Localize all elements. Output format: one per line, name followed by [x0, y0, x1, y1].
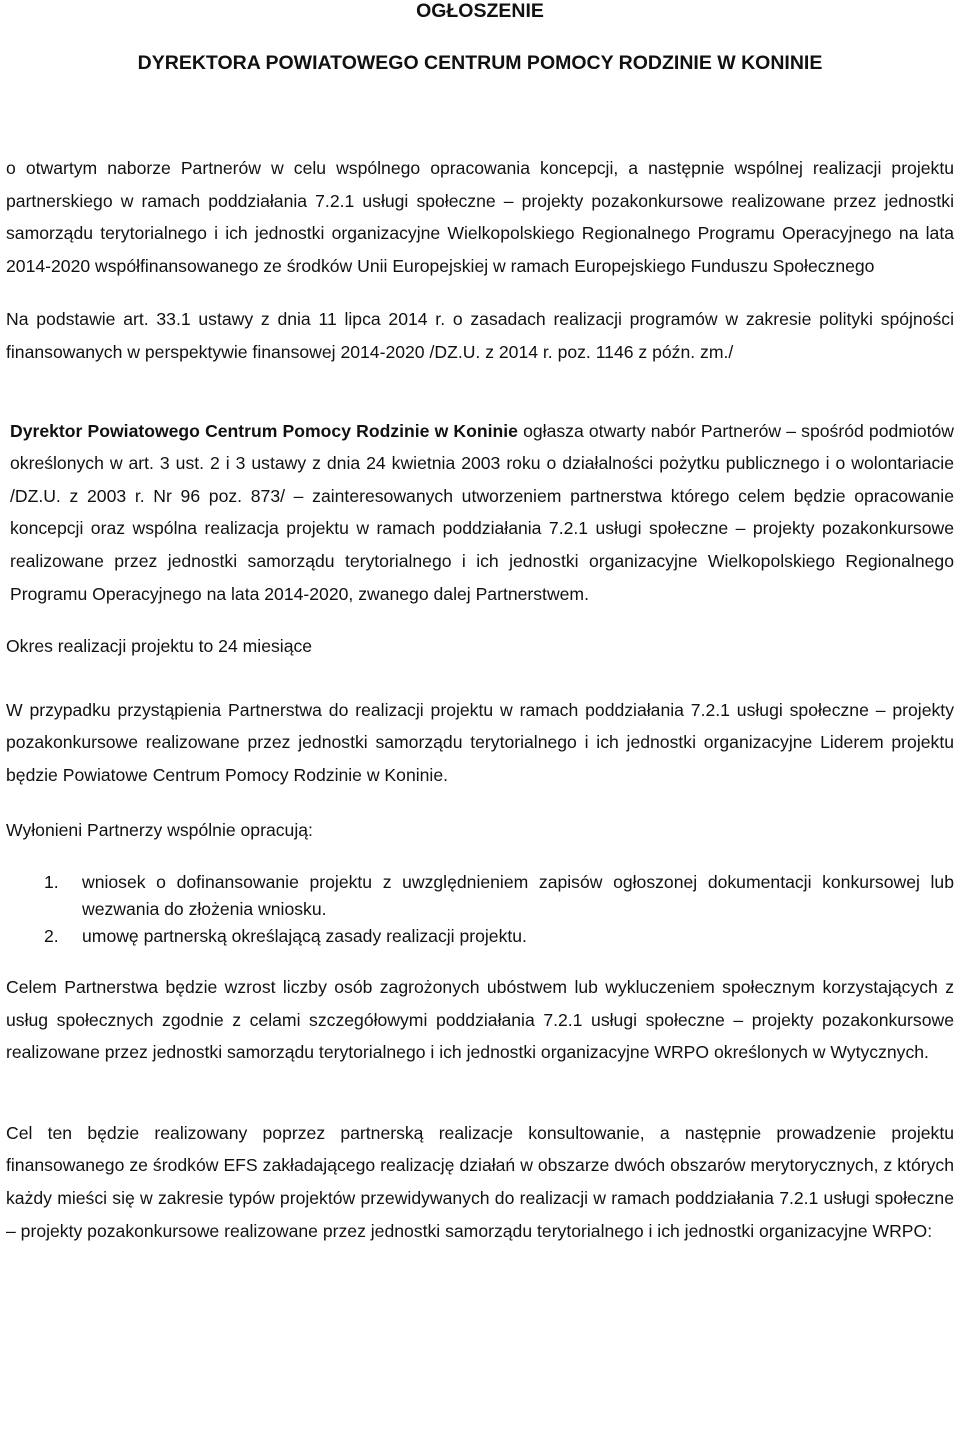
director-paragraph-text: ogłasza otwarty nabór Partnerów – spośród podmiotów określonych w art. 3 ust. 2 i 3 ustawy z dnia 24 kwietnia 2003 roku o działalności pożytku publicznego i o wolontariacie /DZ.U. z 2003 r. Nr 96 poz. 873/ – zainteresowanych utworzeniem partnerstwa którego celem będzie opracowanie koncepcji oraz wspólna realizacja projektu w ramach poddziałania 7.2.1 usługi społeczne – projekty pozakonkursowe realizowane przez jednostki samorządu terytorialnego i ich jednostki organizacyjne Wielkopolskiego Regionalnego Programu Operacyjnego na lata 2014-2020, zwanego dalej Partnerstwem. — [10, 420, 954, 604]
director-name: Dyrektor Powiatowego Centrum Pomocy Rodzinie w Koninie — [10, 420, 518, 441]
project-duration-paragraph: Okres realizacji projektu to 24 miesiące — [6, 636, 313, 657]
leader-paragraph: W przypadku przystąpienia Partnerstwa do realizacji projektu w ramach poddziałania 7.2.1 usługi społeczne – projekty pozakonkursowe realizowane przez jednostki samorządu terytorialnego i ich jednostki organizacyjne Liderem projektu będzie Powiatowe Centrum Pomocy Rodzinie w Koninie. — [6, 699, 954, 785]
legal-basis-paragraph: Na podstawie art. 33.1 ustawy z dnia 11 lipca 2014 r. o zasadach realizacji programów w zakresie polityki spójności finansowanych w perspektywie finansowej 2014-2020 /DZ.U. z 2014 r. poz. 1146 z późn. zm./ — [6, 309, 954, 362]
list-item-number: 2. — [44, 926, 59, 947]
list-item-number: 1. — [44, 872, 59, 893]
director-paragraph — [6, 415, 954, 611]
list-item-text: wniosek o dofinansowanie projektu z uwzględnieniem zapisów ogłoszonej dokumentacji konkursowej lub wezwania do złożenia wniosku. — [82, 872, 954, 920]
announcement-subtitle: DYREKTORA POWIATOWEGO CENTRUM POMOCY RODZINIE W KONINIE — [137, 52, 823, 74]
list-item — [44, 923, 954, 950]
partners-intro-paragraph: Wyłonieni Partnerzy wspólnie opracują: — [6, 819, 313, 840]
intro-paragraph: o otwartym naborze Partnerów w celu wspólnego opracowania koncepcji, a następnie wspólnej realizacji projektu partnerskiego w ramach poddziałania 7.2.1 usługi społeczne – projekty pozakonkursowe realizowane przez jednostki samorządu terytorialnego i ich jednostki organizacyjne Wielkopolskiego Regionalnego Programu Operacyjnego na lata 2014-2020 współfinansowanego ze środków Unii Europejskiej w ramach Europejskiego Funduszu Społecznego — [6, 158, 954, 276]
announcement-title: OGŁOSZENIE — [416, 0, 544, 22]
partnership-goal-paragraph: Celem Partnerstwa będzie wzrost liczby osób zagrożonych ubóstwem lub wykluczeniem społecznym korzystających z usług społecznych zgodnie z celami szczegółowymi poddziałania 7.2.1 usługi społeczne – projekty pozakonkursowe realizowane przez jednostki samorządu terytorialnego i ich jednostki organizacyjne WRPO określonych w Wytycznych. — [6, 977, 954, 1063]
list-item-text: umowę partnerską określającą zasady realizacji projektu. — [82, 926, 527, 947]
implementation-paragraph: Cel ten będzie realizowany poprzez partnerską realizacje konsultowanie, a następnie prowadzenie projektu finansowanego ze środków EFS zakładającego realizację działań w obszarze dwóch obszarów merytorycznych, z których każdy mieści się w zakresie typów projektów przewidywanych do realizacji w ramach poddziałania 7.2.1 usługi społeczne – projekty pozakonkursowe realizowane przez jednostki samorządu terytorialnego i ich jednostki organizacyjne WRPO: — [6, 1122, 954, 1241]
list-item — [44, 869, 954, 923]
tasks-list — [6, 869, 954, 950]
